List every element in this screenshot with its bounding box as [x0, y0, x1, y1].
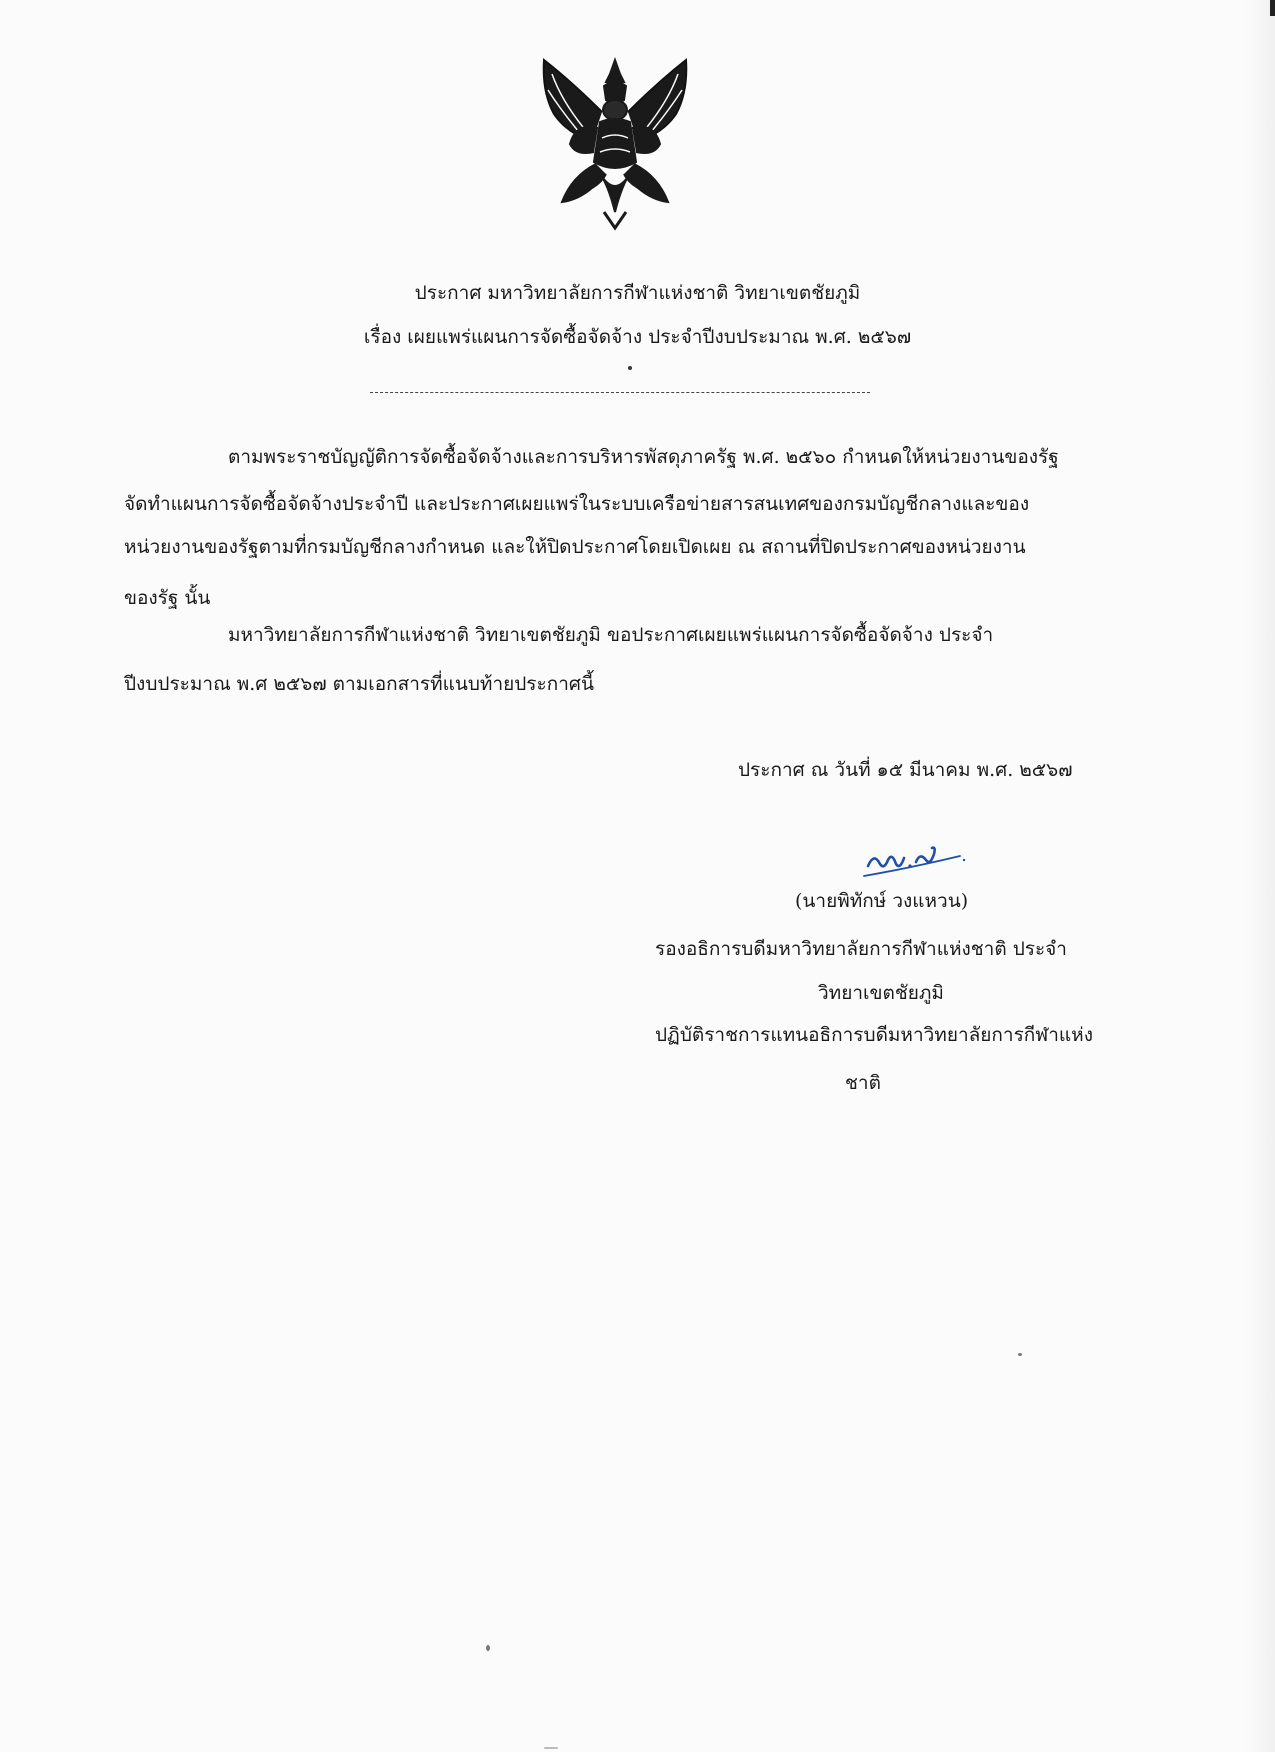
scan-edge — [1245, 0, 1275, 1752]
dashed-divider — [370, 392, 870, 393]
scan-speck — [486, 1645, 490, 1651]
signer-position-line4: ชาติ — [845, 1072, 881, 1094]
announcement-title: ประกาศ มหาวิทยาลัยการกีฬาแห่งชาติ วิทยาเขตชัยภูมิ — [414, 282, 861, 304]
handwritten-signature — [860, 830, 970, 880]
signer-position-line1: รองอธิการบดีมหาวิทยาลัยการกีฬาแห่งชาติ ประจำ — [655, 938, 1067, 960]
paragraph1-line2: จัดทำแผนการจัดซื้อจัดจ้างประจำปี และประกาศเผยแพร่ในระบบเครือข่ายสารสนเทศของกรมบัญชีกลางและของ — [124, 493, 1030, 515]
scan-speck — [544, 1747, 558, 1749]
signer-name: (นายพิทักษ์ วงแหวน) — [795, 890, 969, 912]
paragraph2-line2: ปีงบประมาณ พ.ศ ๒๕๖๗ ตามเอกสารที่แนบท้ายประกาศนี้ — [124, 673, 594, 695]
paragraph2-line1: มหาวิทยาลัยการกีฬาแห่งชาติ วิทยาเขตชัยภูมิ ขอประกาศเผยแพร่แผนการจัดซื้อจัดจ้าง ประจำ — [228, 624, 994, 646]
paragraph1-line4: ของรัฐ นั้น — [124, 587, 211, 609]
signer-position-line2: วิทยาเขตชัยภูมิ — [818, 982, 944, 1004]
stray-dot — [628, 366, 632, 370]
scan-speck — [1018, 1353, 1022, 1356]
scan-corner-mark — [1270, 0, 1275, 16]
announcement-subject: เรื่อง เผยแพร่แผนการจัดซื้อจัดจ้าง ประจำปีงบประมาณ พ.ศ. ๒๕๖๗ — [363, 326, 912, 348]
signer-position-line3: ปฏิบัติราชการแทนอธิการบดีมหาวิทยาลัยการกีฬาแห่ง — [655, 1024, 1093, 1046]
garuda-emblem-icon — [532, 52, 698, 232]
paragraph1-line3: หน่วยงานของรัฐตามที่กรมบัญชีกลางกำหนด และให้ปิดประกาศโดยเปิดเผย ณ สถานที่ปิดประกาศของหน่วยงาน — [124, 536, 1026, 558]
paragraph1-line1: ตามพระราชบัญญัติการจัดซื้อจัดจ้างและการบริหารพัสดุภาครัฐ พ.ศ. ๒๕๖๐ กำหนดให้หน่วยงานของรัฐ — [228, 446, 1059, 468]
announcement-date: ประกาศ ณ วันที่ ๑๕ มีนาคม พ.ศ. ๒๕๖๗ — [738, 759, 1073, 781]
